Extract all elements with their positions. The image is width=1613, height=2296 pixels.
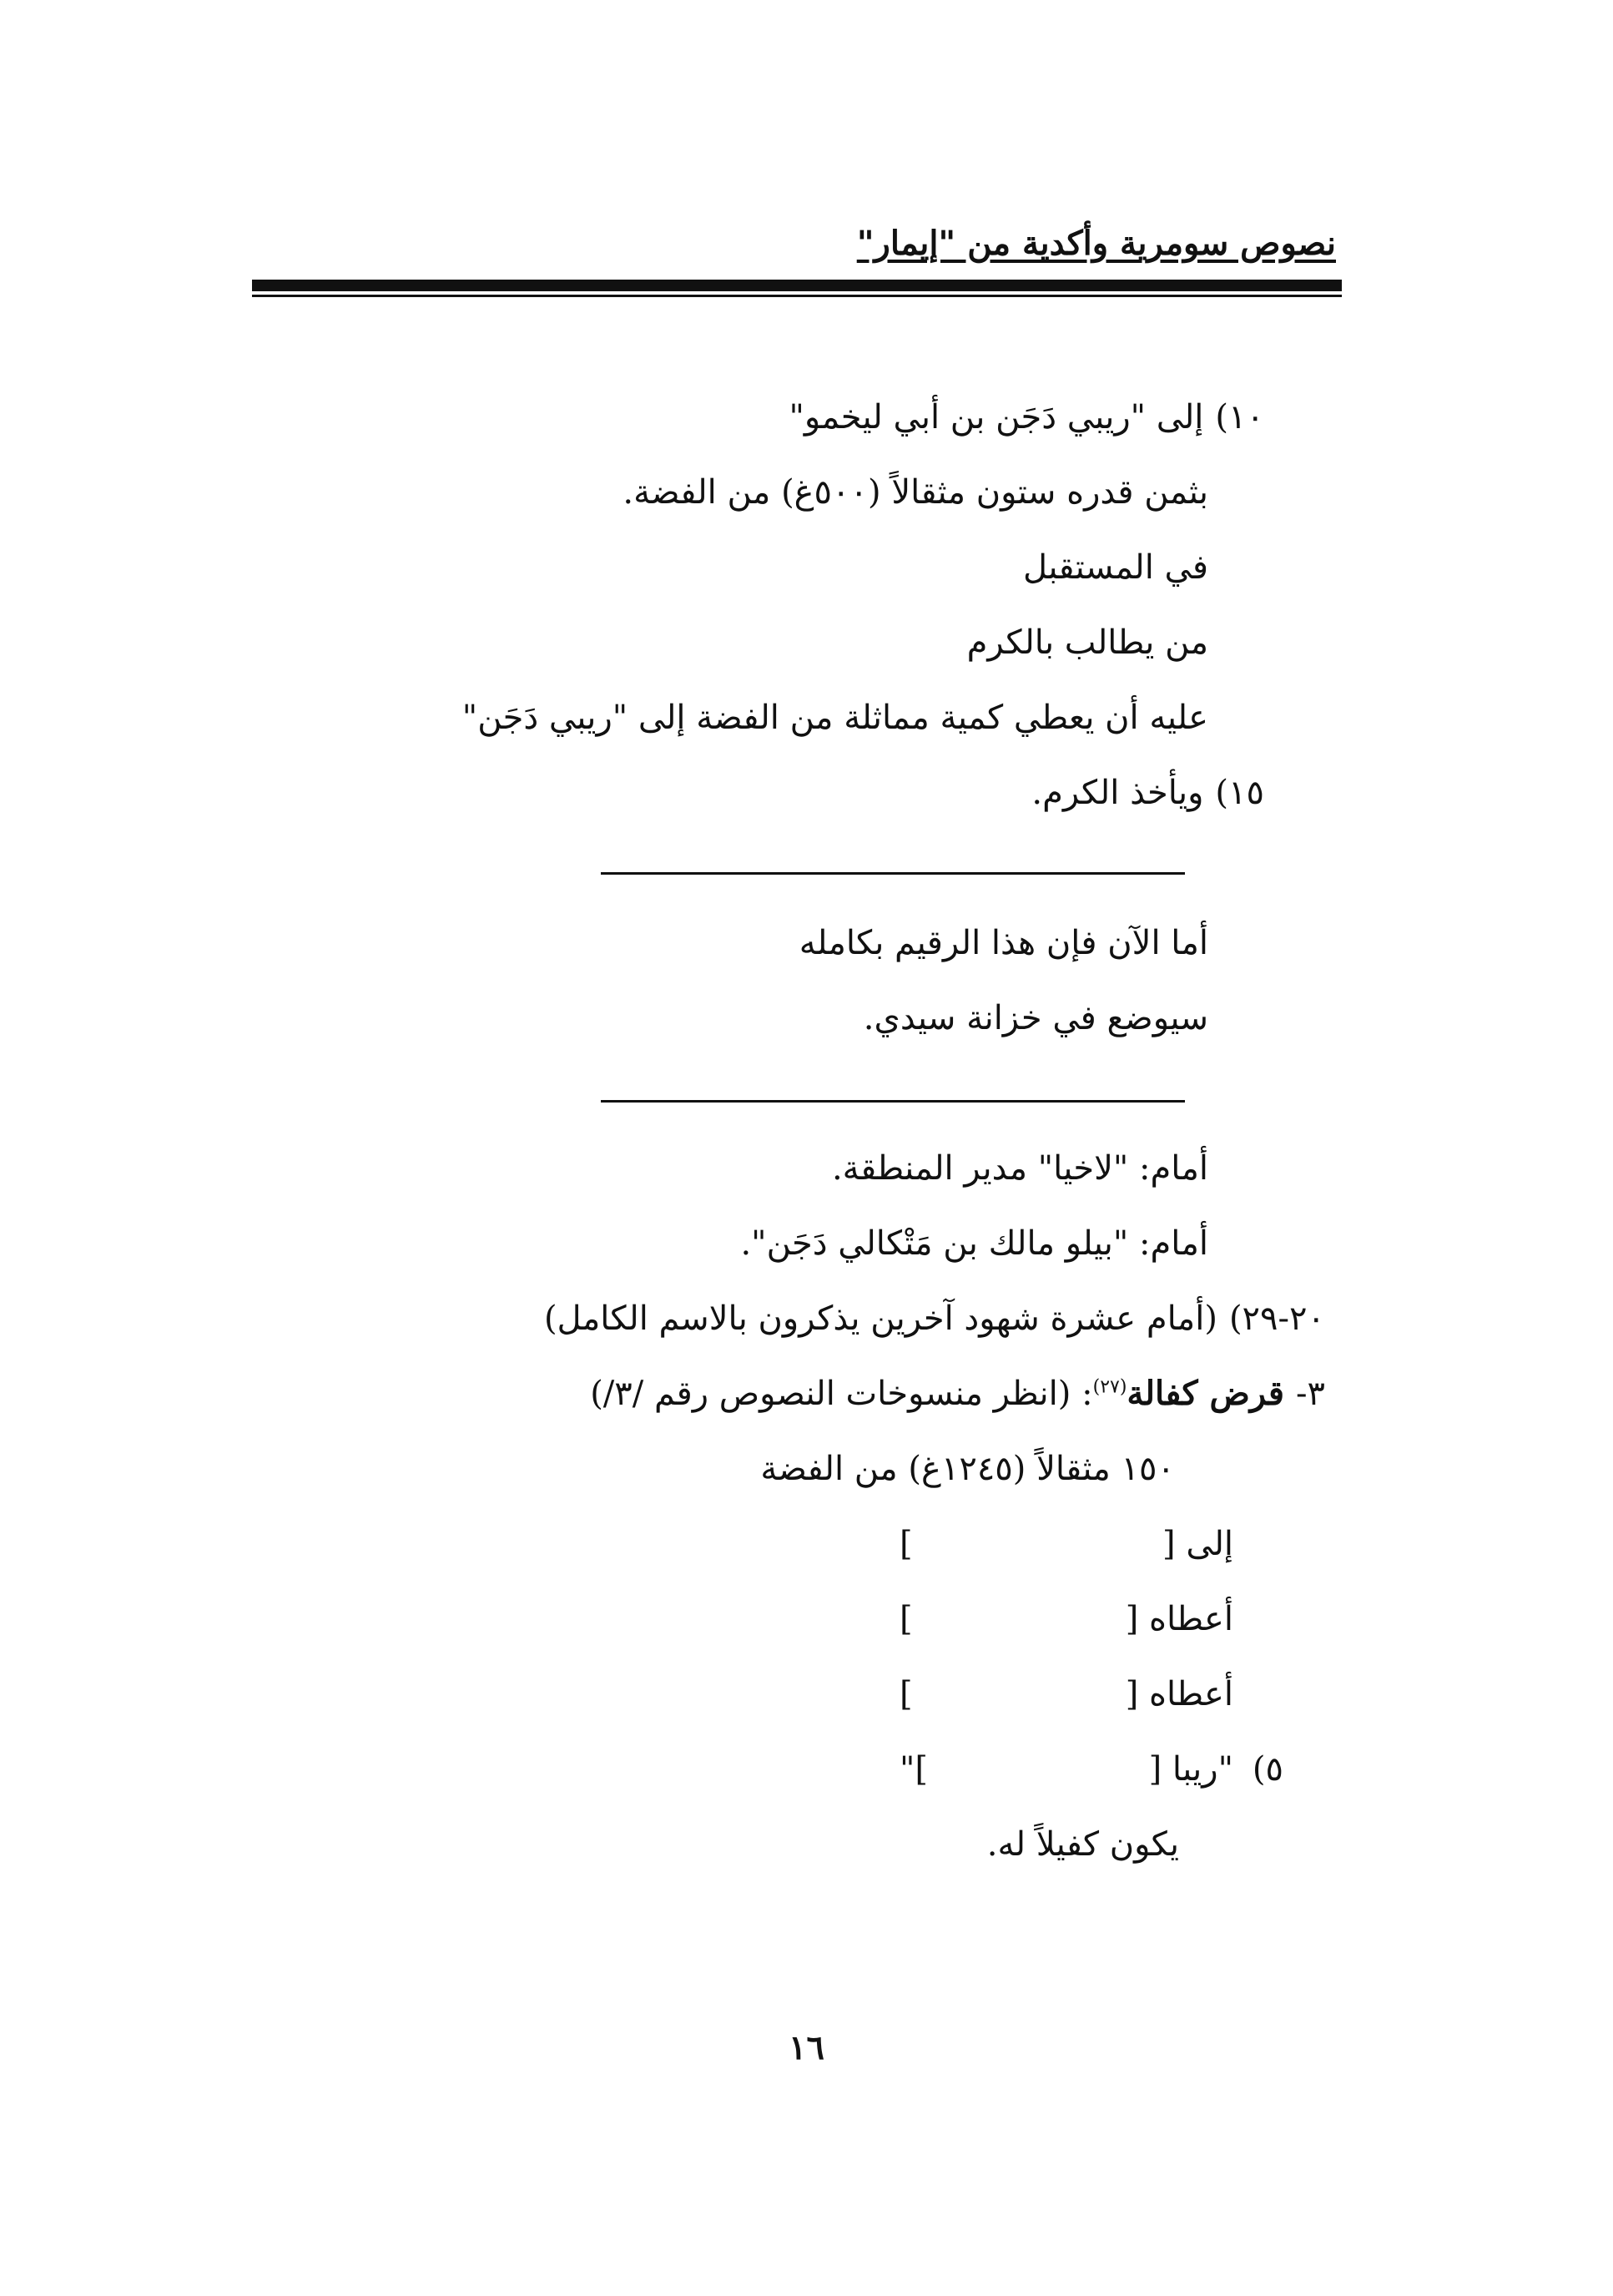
bracket-label: أعطاه [ [1125, 1600, 1233, 1638]
bracket-row-5 [900, 1750, 1283, 1793]
footnote-marker: (٢٧) [1092, 1376, 1127, 1398]
bracket-row [900, 1527, 1233, 1567]
witnesses-line [543, 1299, 1325, 1338]
amount-line [760, 1452, 1175, 1486]
line-number: ١٠) [1215, 398, 1264, 436]
section-heading [590, 1374, 1325, 1413]
bracket-row [900, 1675, 1233, 1718]
header-rule-thick [252, 280, 1342, 291]
bracket-close: ] [900, 1600, 913, 1638]
line-text: أما الآن فإن هذا الرقيم بكامله [799, 924, 1208, 962]
closing-line [986, 1825, 1179, 1864]
line-text: بثمن قدره ستون مثقالاً (٥٠٠غ) من الفضة. [623, 473, 1208, 512]
text-line-15 [1031, 776, 1264, 810]
bracket-close: ] [900, 1525, 913, 1563]
line-text: أمام: "بيلو مالك بن مَتْكالي دَجَن". [740, 1224, 1208, 1263]
line-text: إلى "ريبي دَجَن بن أبي ليخمو" [789, 398, 1204, 436]
running-header-title: نصوص سومرية وأكدية من "إيمار" [856, 224, 1336, 263]
page-number: ١٦ [789, 2028, 824, 2067]
section-heading-rest: : (انظر منسوخات النصوص رقم /٣/) [590, 1375, 1093, 1413]
bracket-row [900, 1602, 1233, 1643]
bracket-close: ] [900, 1675, 913, 1713]
line-text: عليه أن يعطي كمية مماثلة من الفضة إلى "ريبي دَجَن" [461, 699, 1208, 737]
text-line [1023, 548, 1208, 587]
line-text: سيوضع في خزانة سيدي. [863, 999, 1208, 1037]
witness-line [831, 1149, 1208, 1188]
line-text: يكون كفيلاً له. [986, 1825, 1179, 1864]
witness-line [740, 1224, 1208, 1263]
line-text: أمام: "لاخيا" مدير المنطقة. [831, 1149, 1208, 1188]
section-divider [601, 1100, 1185, 1103]
section-divider [601, 872, 1185, 875]
text-line [461, 699, 1208, 737]
text-line [863, 999, 1208, 1037]
text-line [966, 623, 1208, 662]
line-number: ٢٠-٢٩) [1228, 1299, 1325, 1338]
line-text: في المستقبل [1023, 548, 1208, 587]
line-text: من يطالب بالكرم [966, 623, 1208, 662]
line-text: ويأخذ الكرم. [1031, 774, 1204, 812]
line-number: ١٥) [1215, 774, 1264, 812]
bracket-label: "ريبا [ [1148, 1750, 1233, 1789]
section-number: ٣- [1296, 1375, 1325, 1413]
text-line [623, 473, 1208, 512]
section-title: قرض كفالة [1127, 1374, 1284, 1413]
line-text: (أمام عشرة شهود آخرين يذكرون بالاسم الكامل) [543, 1299, 1217, 1338]
text-line-10 [789, 398, 1264, 436]
header-rule-thin [252, 295, 1342, 297]
text-line [799, 926, 1208, 960]
bracket-label: أعطاه [ [1125, 1675, 1233, 1713]
bracket-label: إلى [ [1162, 1525, 1233, 1563]
bracket-close: ]" [900, 1750, 929, 1789]
line-number: ٥) [1252, 1750, 1283, 1789]
line-text: ١٥٠ مثقالاً (١٢٤٥غ) من الفضة [760, 1450, 1175, 1488]
